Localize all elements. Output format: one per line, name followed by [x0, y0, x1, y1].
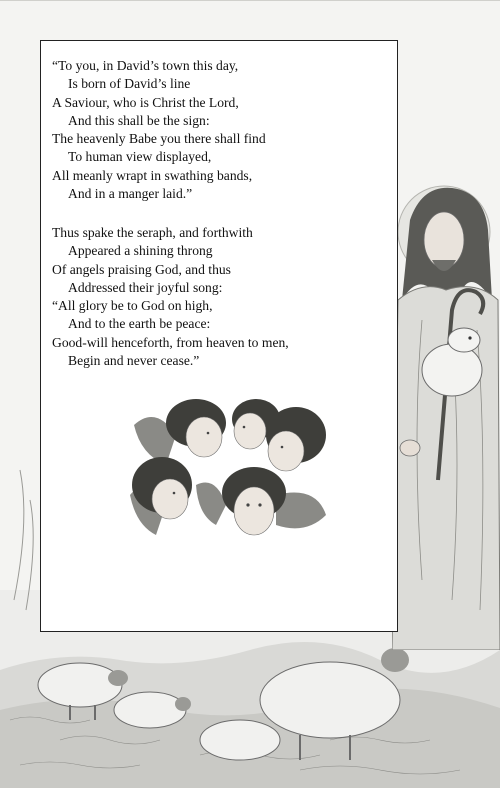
poem-line: Begin and never cease.” — [68, 353, 200, 369]
shepherd-figure-engraving — [392, 180, 500, 650]
cherubs-illustration — [126, 395, 336, 555]
poem-line: Is born of David’s line — [68, 76, 191, 92]
poem-line: To human view displayed, — [68, 149, 212, 165]
poem-line: “All glory be to God on high, — [52, 298, 213, 314]
poem-line: The heavenly Babe you there shall find — [52, 131, 266, 147]
poem-stanza-2 — [52, 224, 289, 370]
poem-line: A Saviour, who is Christ the Lord, — [52, 94, 239, 110]
poem-line: Good-will henceforth, from heaven to men, — [52, 334, 289, 350]
poem-line: Thus spake the seraph, and forthwith — [52, 225, 253, 240]
poem-line: And to the earth be peace: — [68, 316, 211, 332]
poem-line: “To you, in David’s town this day, — [52, 58, 239, 73]
poem-line: And this shall be the sign: — [68, 112, 210, 128]
poem-line: Addressed their joyful song: — [68, 279, 223, 295]
poem-stanza-1 — [52, 57, 266, 203]
poem-line: Appeared a shining throng — [68, 243, 213, 259]
poem-line: All meanly wrapt in swathing bands, — [52, 167, 253, 183]
poem-line: And in a manger laid.” — [68, 186, 193, 202]
poem-line: Of angels praising God, and thus — [52, 261, 231, 277]
